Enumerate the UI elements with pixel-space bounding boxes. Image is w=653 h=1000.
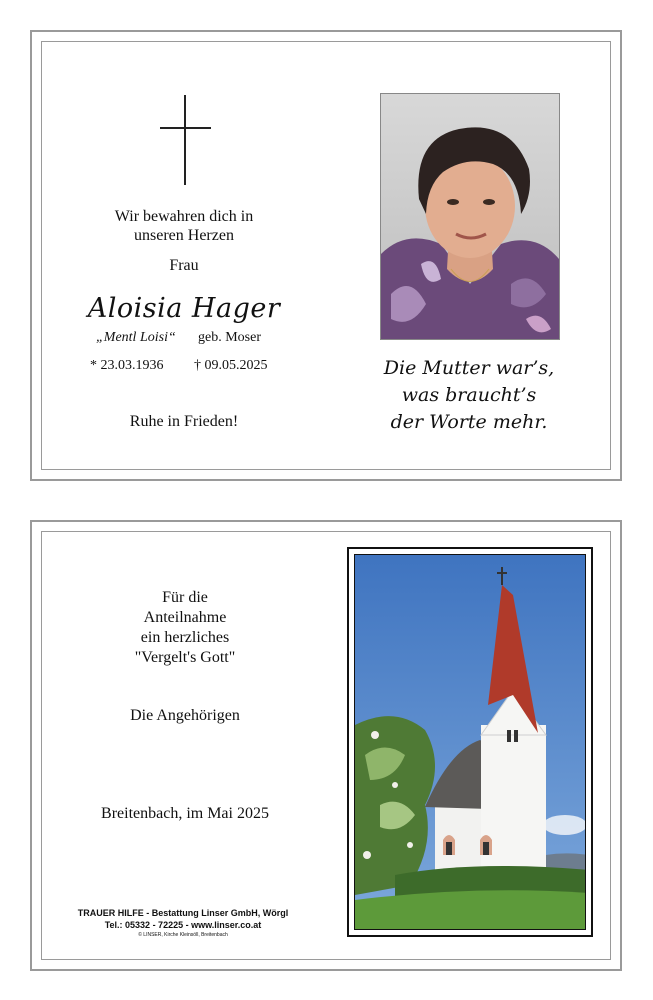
church-photo <box>354 554 586 930</box>
funeral-home-name: TRAUER HILFE - Bestattung Linser GmbH, Wörgl <box>77 908 289 918</box>
farewell-text: Ruhe in Frieden! <box>129 413 239 430</box>
family-signature: Die Angehörigen <box>130 707 240 724</box>
church-photo-frame <box>347 547 593 937</box>
birth-date: * 23.03.1936 <box>90 358 164 373</box>
thanks-text <box>80 588 290 668</box>
thanks-line-2: Anteilnahme <box>143 609 227 626</box>
memorial-quote <box>360 355 578 436</box>
funeral-home-contact: Tel.: 05332 - 72225 - www.linser.co.at <box>104 920 262 930</box>
quote-line-2: was braucht’s <box>401 384 537 406</box>
verse-line-2: unseren Herzen <box>134 227 234 244</box>
maiden-name: geb. Moser <box>198 330 261 345</box>
funeral-home-info <box>48 907 318 940</box>
portrait-image <box>381 94 559 339</box>
church-image <box>355 555 586 930</box>
thanks-line-1: Für die <box>162 589 208 606</box>
photo-credit: © LINSER, Kirche Kleinsöll, Breitenbach <box>138 932 228 938</box>
cross-icon-horizontal <box>160 127 211 129</box>
quote-line-3: der Worte mehr. <box>390 411 548 433</box>
salutation: Frau <box>169 257 199 274</box>
memorial-verse <box>60 207 308 245</box>
deceased-name: Aloisia Hager <box>87 293 281 324</box>
verse-line-1: Wir bewahren dich in <box>114 208 254 225</box>
death-date: † 09.05.2025 <box>194 358 268 373</box>
quote-line-1: Die Mutter war’s, <box>383 357 555 379</box>
thanks-line-3: ein herzliches <box>140 629 230 646</box>
cross-icon-vertical <box>184 95 186 185</box>
place-date: Breitenbach, im Mai 2025 <box>101 805 269 822</box>
thanks-line-4: "Vergelt's Gott" <box>134 649 236 666</box>
portrait-photo <box>380 93 560 340</box>
nickname: „Mentl Loisi“ <box>96 330 176 345</box>
